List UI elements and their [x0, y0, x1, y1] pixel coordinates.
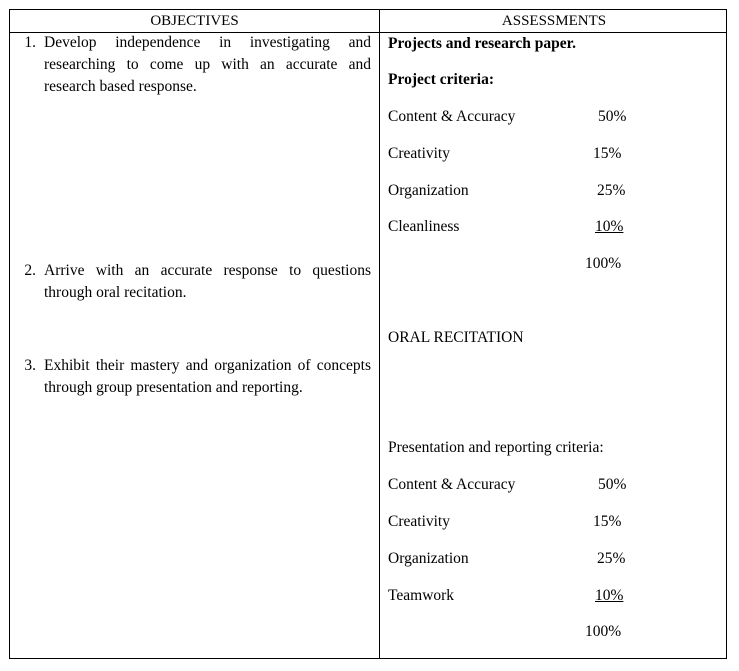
- project-criterion-percent: 10%: [595, 218, 624, 235]
- objective-item-2: [24, 260, 371, 304]
- objectives-assessments-table: [9, 9, 727, 659]
- objective-number: 3.: [24, 357, 36, 374]
- project-criterion-percent: 25%: [597, 182, 626, 199]
- project-criteria-label: Project criteria:: [388, 71, 494, 88]
- project-total: 100%: [585, 255, 622, 272]
- objective-item-1: [24, 32, 371, 98]
- presentation-criterion-name: Organization: [388, 550, 469, 567]
- presentation-criteria-label: Presentation and reporting criteria:: [388, 439, 604, 456]
- presentation-criterion-name: Creativity: [388, 513, 450, 530]
- objectives-header: OBJECTIVES: [150, 13, 239, 29]
- project-criterion-name: Content & Accuracy: [388, 108, 516, 125]
- presentation-criterion-name: Content & Accuracy: [388, 476, 516, 493]
- objective-text: Develop independence in investigating and researching to come up with an accurate and research based response.: [44, 34, 371, 95]
- assessment-heading: Projects and research paper.: [388, 35, 576, 52]
- project-criterion-percent: 50%: [598, 108, 627, 125]
- objective-item-3: [24, 355, 371, 399]
- presentation-criterion-percent: 25%: [597, 550, 626, 567]
- objective-number: 1.: [24, 34, 36, 51]
- presentation-criterion-percent: 15%: [593, 513, 622, 530]
- column-divider: [379, 10, 380, 658]
- assessments-header: ASSESSMENTS: [501, 13, 607, 29]
- project-criterion-name: Cleanliness: [388, 218, 460, 235]
- oral-recitation-label: ORAL RECITATION: [388, 329, 524, 346]
- objective-number: 2.: [24, 262, 36, 279]
- objective-text: Arrive with an accurate response to questions through oral recitation.: [44, 262, 371, 301]
- presentation-criterion-percent: 50%: [598, 476, 627, 493]
- presentation-criterion-percent: 10%: [595, 587, 624, 604]
- presentation-criterion-name: Teamwork: [388, 587, 455, 604]
- project-criterion-percent: 15%: [593, 145, 622, 162]
- project-criterion-name: Organization: [388, 182, 469, 199]
- presentation-total: 100%: [585, 623, 622, 640]
- project-criterion-name: Creativity: [388, 145, 450, 162]
- objective-text: Exhibit their mastery and organization of concepts through group presentation and reporting.: [44, 357, 371, 396]
